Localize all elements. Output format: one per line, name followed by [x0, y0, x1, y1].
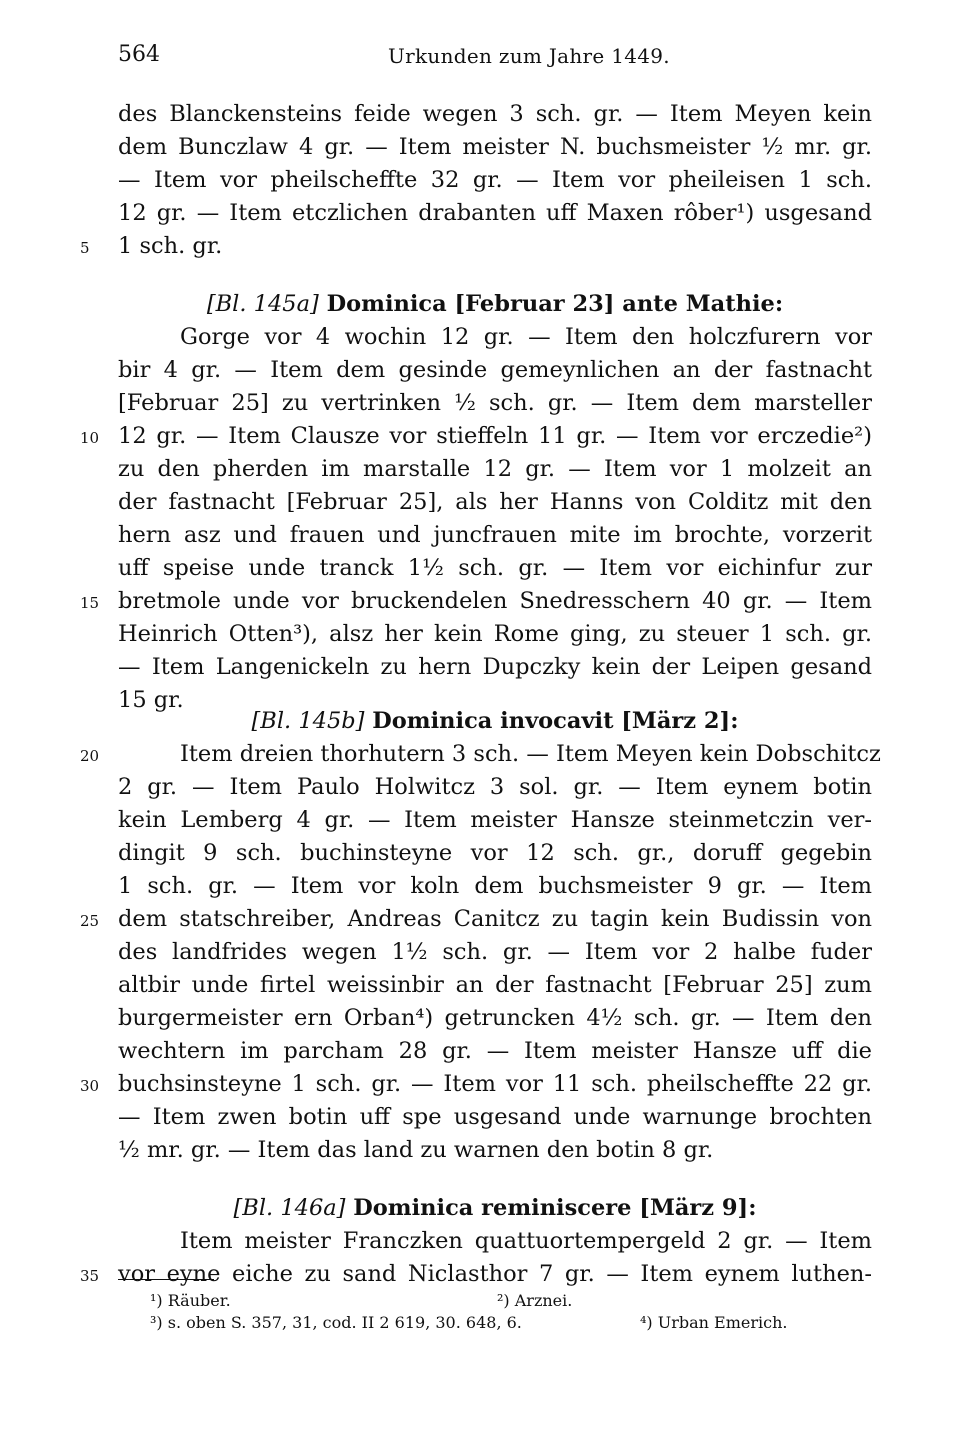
text-line: Item dreien thorhutern 3 sch. — Item Meyen kein Dobschitcz: [180, 741, 881, 767]
text-line: 1 sch. gr.: [118, 233, 223, 259]
text-line: 12 gr. — Item etczlichen drabanten uff Maxen rôber¹) usgesand: [118, 200, 872, 226]
text-line: des landfrides wegen 1½ sch. gr. — Item vor 2 halbe fuder: [118, 939, 872, 965]
text-line: dem Bunczlaw 4 gr. — Item meister N. buchsmeister ½ mr. gr.: [118, 134, 872, 160]
section-heading: [118, 1192, 872, 1224]
text-line: vor eyne eiche zu sand Niclasthor 7 gr. — Item eynem luthen-: [118, 1261, 872, 1287]
section-title: Dominica invocavit [März 2]:: [364, 708, 739, 734]
folio-reference: [Bl. 145b]: [251, 708, 365, 734]
line-number: 5: [80, 239, 90, 257]
text-line: dingit 9 sch. buchinsteyne vor 12 sch. gr., doruff gegebin: [118, 840, 872, 866]
text-line: uff speise unde tranck 1½ sch. gr. — Item vor eichinfur zur: [118, 555, 872, 581]
text-line: 1 sch. gr. — Item vor koln dem buchsmeister 9 gr. — Item: [118, 873, 872, 899]
folio-reference: [Bl. 145a]: [206, 291, 319, 317]
footnote: ³) s. oben S. 357, 31, cod. II 2 619, 30. 648, 6.: [150, 1313, 522, 1332]
section-heading: [118, 705, 872, 737]
footnote: ¹) Räuber.: [150, 1291, 231, 1310]
text-line: der fastnacht [Februar 25], als her Hanns von Colditz mit den: [118, 489, 872, 515]
text-line: — Item vor pheilscheffte 32 gr. — Item vor pheileisen 1 sch.: [118, 167, 872, 193]
text-line: buchsinsteyne 1 sch. gr. — Item vor 11 sch. pheilscheffte 22 gr.: [118, 1071, 872, 1097]
section-title: Dominica [Februar 23] ante Mathie:: [318, 291, 784, 317]
text-line: zu den pherden im marstalle 12 gr. — Item vor 1 molzeit an: [118, 456, 872, 482]
text-line: hern asz und frauen und juncfrauen mite im brochte, vorzerit: [118, 522, 872, 548]
footnote: ⁴) Urban Emerich.: [640, 1313, 788, 1332]
page-header: [0, 42, 960, 82]
section-heading: [118, 288, 872, 320]
text-line: des Blanckensteins feide wegen 3 sch. gr. — Item Meyen kein: [118, 101, 872, 127]
text-line: ½ mr. gr. — Item das land zu warnen den botin 8 gr.: [118, 1137, 714, 1163]
page-number: 564: [118, 42, 160, 67]
text-line: — Item Langenickeln zu hern Dupczky kein der Leipen gesand: [118, 654, 872, 680]
line-number: 35: [80, 1267, 100, 1285]
text-line: wechtern im parcham 28 gr. — Item meister Hansze uff die: [118, 1038, 872, 1064]
text-line: bir 4 gr. — Item dem gesinde gemeynlichen an der fastnacht: [118, 357, 872, 383]
footnote-divider: [118, 1279, 214, 1280]
line-number: 30: [80, 1077, 100, 1095]
text-line: Item meister Franczken quattuortempergeld 2 gr. — Item: [180, 1228, 872, 1254]
text-line: 15 gr.: [118, 687, 184, 713]
folio-reference: [Bl. 146a]: [233, 1195, 346, 1221]
line-number: 10: [80, 429, 100, 447]
text-line: dem statschreiber, Andreas Canitcz zu tagin kein Budissin von: [118, 906, 872, 932]
line-number: 15: [80, 594, 100, 612]
text-line: Gorge vor 4 wochin 12 gr. — Item den holczfurern vor: [180, 324, 872, 350]
text-line: kein Lemberg 4 gr. — Item meister Hansze steinmetczin ver-: [118, 807, 872, 833]
running-title: Urkunden zum Jahre 1449.: [388, 44, 670, 68]
text-line: bretmole unde vor bruckendelen Snedresschern 40 gr. — Item: [118, 588, 872, 614]
section-title: Dominica reminiscere [März 9]:: [345, 1195, 757, 1221]
text-line: burgermeister ern Orban⁴) getruncken 4½ sch. gr. — Item den: [118, 1005, 872, 1031]
footnote: ²) Arznei.: [497, 1291, 573, 1310]
text-line: Heinrich Otten³), alsz her kein Rome ging, zu steuer 1 sch. gr.: [118, 621, 872, 647]
line-number: 25: [80, 912, 100, 930]
text-line: [Februar 25] zu vertrinken ½ sch. gr. — Item dem marsteller: [118, 390, 872, 416]
text-line: 12 gr. — Item Clausze vor stieffeln 11 gr. — Item vor erczedie²): [118, 423, 872, 449]
line-number: 20: [80, 747, 100, 765]
text-line: 2 gr. — Item Paulo Holwitcz 3 sol. gr. — Item eynem botin: [118, 774, 872, 800]
text-line: — Item zwen botin uff spe usgesand unde warnunge brochten: [118, 1104, 872, 1130]
text-line: altbir unde firtel weissinbir an der fastnacht [Februar 25] zum: [118, 972, 872, 998]
